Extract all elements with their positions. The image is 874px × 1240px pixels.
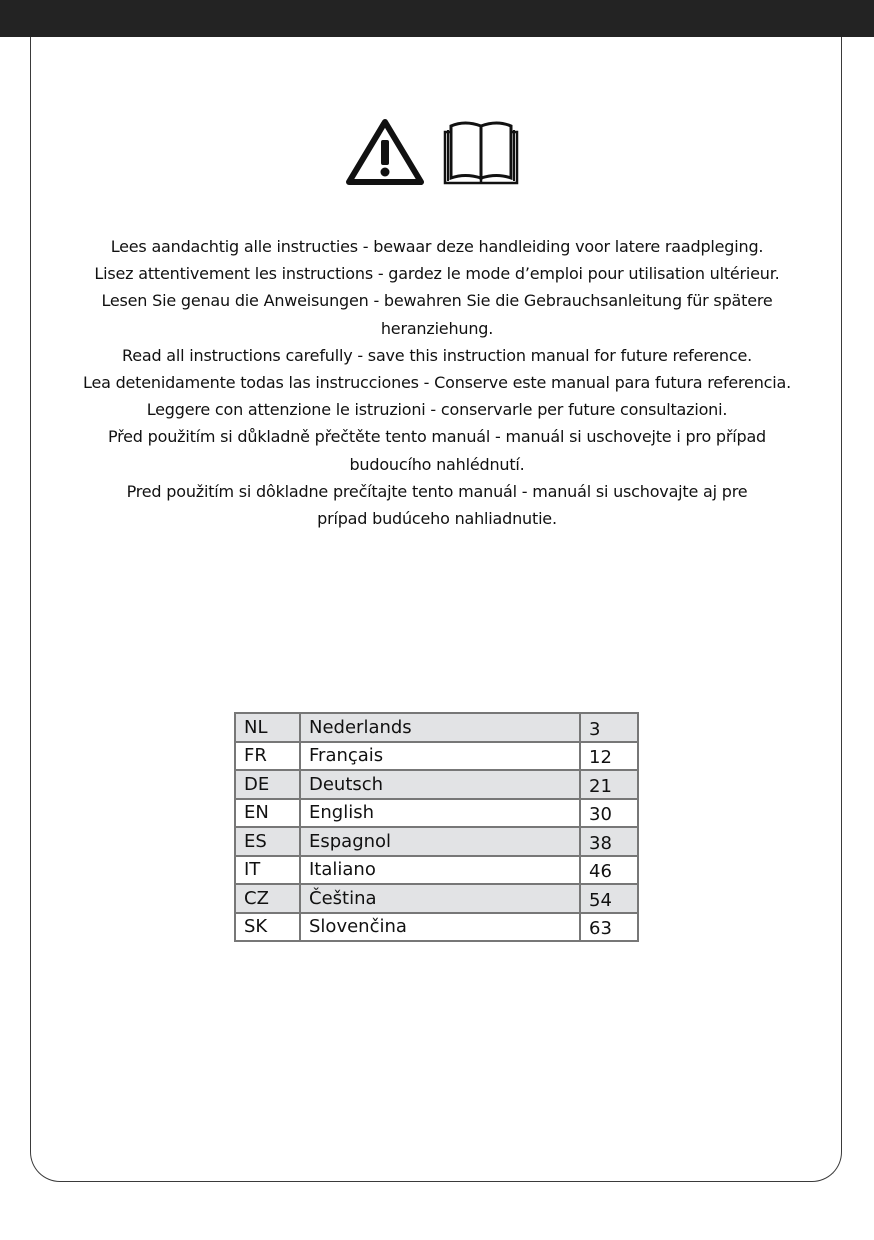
header-bar [0,0,874,37]
instruction-sk: Pred použitím si dôkladne prečítajte tento manuál - manuál si uschovajte aj pre prípad budúceho nahliadnutie. [126,481,748,529]
language-code: NL [235,713,300,742]
instruction-nl: Lees aandachtig alle instructies - bewaar deze handleiding voor latere raadpleging. [110,237,764,256]
language-name: Deutsch [300,770,580,799]
page-number: 3 [580,713,638,742]
table-row [235,742,638,771]
language-code: DE [235,770,300,799]
language-code: CZ [235,884,300,913]
language-index-table [234,712,639,942]
page-number: 30 [580,799,638,828]
warning-triangle-icon [345,118,425,186]
table-row [235,799,638,828]
language-code: IT [235,856,300,885]
language-code: EN [235,799,300,828]
language-name: Nederlands [300,713,580,742]
language-code: FR [235,742,300,771]
instruction-cz: Před použitím si důkladně přečtěte tento manuál - manuál si uschovejte i pro případ budoucího nahlédnutí. [107,427,767,474]
table-row [235,856,638,885]
instruction-es: Lea detenidamente todas las instrucciones - Conserve este manual para futura referencia. [83,373,791,393]
table-row [235,827,638,856]
open-book-icon [443,118,521,186]
instruction-it: Leggere con attenzione le istruzioni - conservarle per future consultazioni. [146,400,728,420]
page-number: 38 [580,827,638,856]
page-number: 63 [580,913,638,942]
page-number: 54 [580,884,638,913]
instruction-fr: Lisez attentivement les instructions - gardez le mode d’emploi pour utilisation ultérieur. [94,264,780,284]
page-number: 46 [580,856,638,885]
language-code: ES [235,827,300,856]
page-number: 21 [580,770,638,799]
table-row [235,884,638,913]
instruction-de: Lesen Sie genau die Anweisungen - bewahren Sie die Gebrauchsanleitung für spätere heranziehung. [101,291,773,338]
page-number: 12 [580,742,638,771]
table-row [235,770,638,799]
instruction-en: Read all instructions carefully - save this instruction manual for future reference. [122,345,752,365]
table-row [235,713,638,742]
language-name: Italiano [300,856,580,885]
instructions-text [60,233,814,532]
page-frame [30,37,842,1182]
language-name: Slovenčina [300,913,580,942]
language-name: Français [300,742,580,771]
language-code: SK [235,913,300,942]
table-row [235,913,638,942]
language-name: Espagnol [300,827,580,856]
safety-icons [345,118,525,186]
language-name: English [300,799,580,828]
language-name: Čeština [300,884,580,913]
